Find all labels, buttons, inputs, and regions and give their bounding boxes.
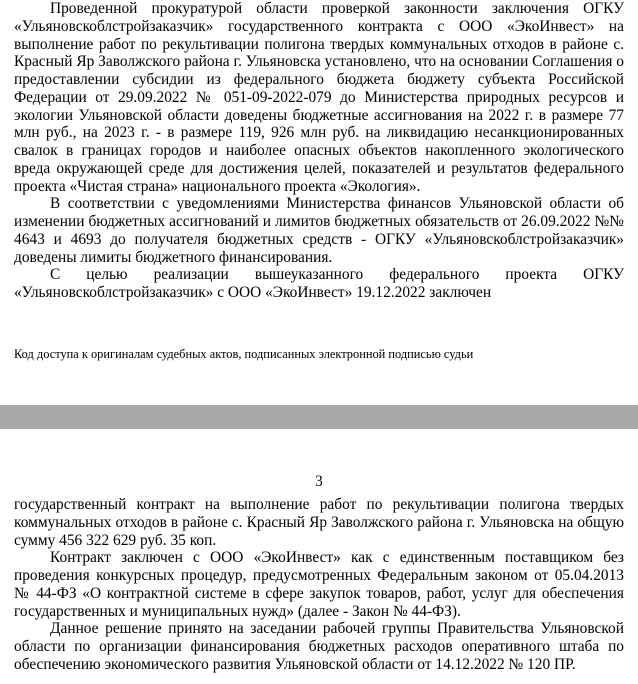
paragraph-single-supplier: Контракт заключен с ООО «ЭкоИнвест» как с единственным поставщиком без проведения конкурсных процедур, предусмотренных Федеральным законом от 05.04.2013 № 44-ФЗ «О контрактной системе в сфере закупок товаров, работ, услуг для обеспечения государственных и муниципальных нужд» (далее - Закон № 44-ФЗ).	[14, 549, 624, 620]
page-bottom-body	[14, 496, 624, 674]
paragraph-inspection: Проведенной прокуратурой области проверкой законности заключения ОГКУ «Ульяновскоблстройзаказчик» государственного контракта с ООО «ЭкоИнвест» на выполнение работ по рекультивации полигона твердых коммунальных отходов в районе с. Красный Яр Заволжского района г. Ульяновска установлено, что на основании Соглашения о предоставлении субсидии из федерального бюджета бюджету субъекта Российской Федерации от 29.09.2022 № 051-09-2022-079 до Министерства природных ресурсов и экологии Ульяновской области доведены бюджетные ассигнования на 2022 г. в размере 77 млн руб., на 2023 г. - в размере 119, 926 млн руб. на ликвидацию несанкционированных свалок в границах городов и наиболее опасных объектов накопленного экологического вреда окружающей среде для достижения целей, показателей и результатов федерального проекта «Чистая страна» национального проекта «Экология».	[14, 0, 624, 195]
page-separator	[0, 405, 638, 429]
paragraph-notifications: В соответствии с уведомлениями Министерства финансов Ульяновской области об изменении бюджетных ассигнований и лимитов бюджетных обязательств от 26.09.2022 №№ 4643 и 4693 до получателя бюджетных средств - ОГКУ «Ульяновскоблстройзаказчик» доведены лимиты бюджетного финансирования.	[14, 195, 624, 266]
access-code-note: Код доступа к оригиналам судебных актов, подписанных электронной подписью судьи	[14, 347, 474, 361]
page-number: 3	[315, 473, 323, 490]
document-page-bottom	[0, 429, 638, 684]
paragraph-contract-continuation: государственный контракт на выполнение работ по рекультивации полигона твердых коммунальных отходов в районе с. Красный Яр Заволжского района г. Ульяновска на общую сумму 456 322 629 руб. 35 коп.	[14, 496, 624, 549]
paragraph-contract-intro: С целью реализации вышеуказанного федерального проекта ОГКУ «Ульяновскоблстройзаказчик» с ООО «ЭкоИнвест» 19.12.2022 заключен	[14, 266, 624, 301]
page-top-body	[14, 0, 624, 302]
paragraph-working-group-decision: Данное решение принято на заседании рабочей группы Правительства Ульяновской области по организации финансирования бюджетных расходов оперативного штаба по обеспечению экономического развития Ульяновской области от 14.12.2022 № 120 ПР.	[14, 620, 624, 673]
